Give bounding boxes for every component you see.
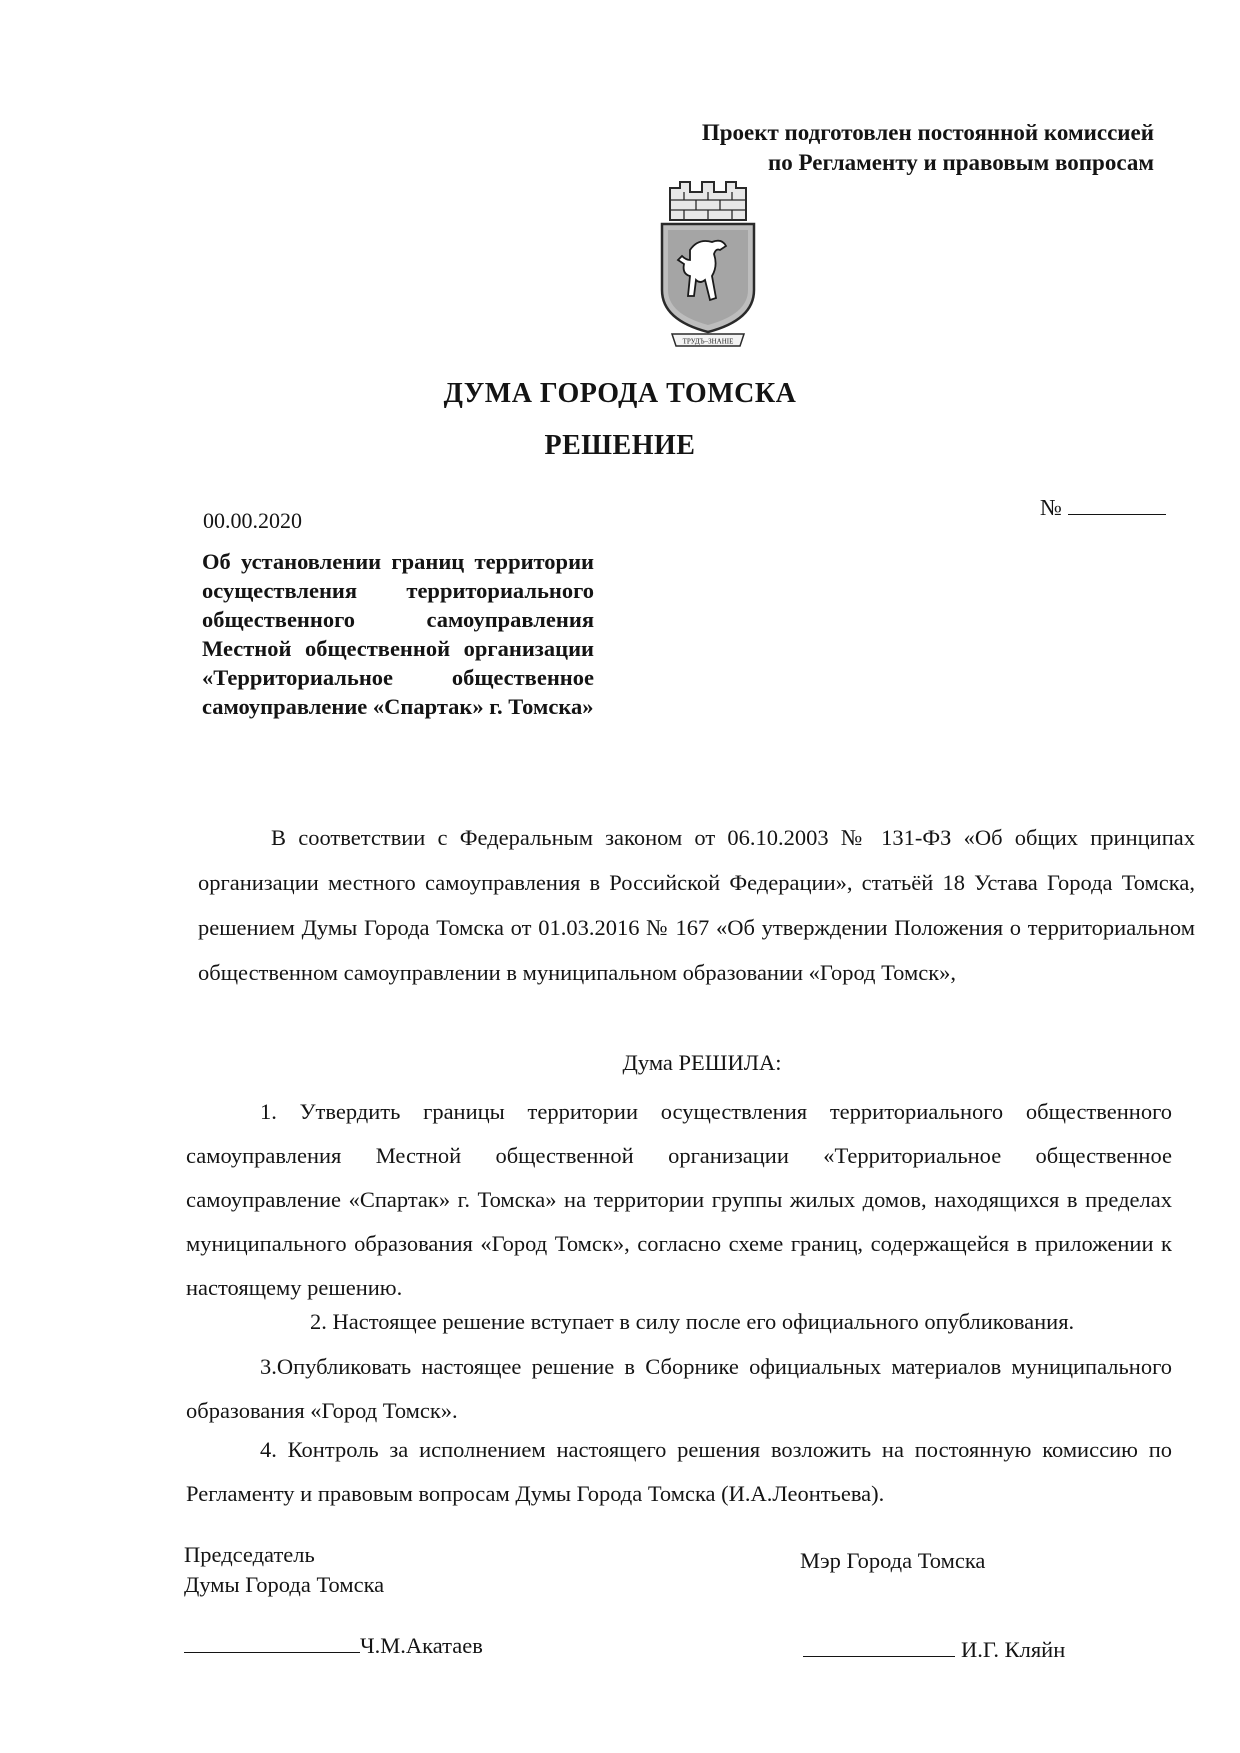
- chairman-name: Ч.М.Акатаев: [360, 1633, 483, 1658]
- prepared-by-line-2: по Регламенту и правовым вопросам: [767, 150, 1154, 175]
- decision-item-1: 1. Утвердить границы территории осуществления территориального общественного самоуправления Местной общественной организации «Территориальное общественное самоуправление «Спартак» г. Томска» на территории группы жилых домов, находящихся в пределах муниципального образования «Город Томск», согласно схеме границ, содержащейся в приложении к настоящему решению.: [186, 1099, 1172, 1300]
- document-number: [1040, 494, 1166, 521]
- mayor-title: Мэр Города Томска: [800, 1548, 986, 1573]
- document-type-title: РЕШЕНИЕ: [544, 430, 696, 461]
- decision-item-2: 2. Настоящее решение вступает в силу после его официального опубликования.: [310, 1309, 1075, 1334]
- organization-title: ДУМА ГОРОДА ТОМСКА: [443, 378, 797, 409]
- prepared-by-line-1: Проект подготовлен постоянной комиссией: [701, 120, 1154, 145]
- preamble-paragraph: В соответствии с Федеральным законом от 06.10.2003 № 131-ФЗ «Об общих принципах организации местного самоуправления в Российской Федерации», статьёй 18 Устава Города Томска, решением Думы Города Томска от 01.03.2016 № 167 «Об утверждении Положения о территориальном общественном самоуправлении в муниципальном образовании «Город Томск»,: [198, 825, 1195, 985]
- mayor-name: И.Г. Кляйн: [961, 1637, 1066, 1662]
- decision-item-3: 3.Опубликовать настоящее решение в Сборнике официальных материалов муниципального образования «Город Томск».: [186, 1354, 1172, 1423]
- resolved-heading: Дума РЕШИЛА:: [622, 1050, 782, 1075]
- chairman-title-line-1: Председатель: [184, 1542, 315, 1567]
- chairman-signature-block: [184, 1632, 483, 1659]
- chairman-title: [184, 1540, 384, 1600]
- document-date: 00.00.2020: [203, 508, 302, 533]
- number-blank-line: [1068, 494, 1166, 515]
- chairman-signature-line: [184, 1632, 360, 1653]
- prepared-by-note: [702, 118, 1154, 178]
- mayor-signature-line: [803, 1636, 955, 1657]
- emblem-motto: ТРУДЪ–ЗНАНІЕ: [682, 337, 734, 346]
- document-subject: Об установлении границ территории осуществления территориального общественного самоуправления Местной общественной организации «Территориальное общественное самоуправление «Спартак» г. Томска»: [202, 549, 594, 719]
- mayor-signature-block: [803, 1636, 1065, 1663]
- decision-item-4: 4. Контроль за исполнением настоящего решения возложить на постоянную комиссию по Регламенту и правовым вопросам Думы Города Томска (И.А.Леонтьева).: [186, 1437, 1172, 1506]
- chairman-title-line-2: Думы Города Томска: [184, 1572, 385, 1597]
- coat-of-arms-icon: [650, 180, 766, 350]
- number-label: №: [1040, 495, 1062, 520]
